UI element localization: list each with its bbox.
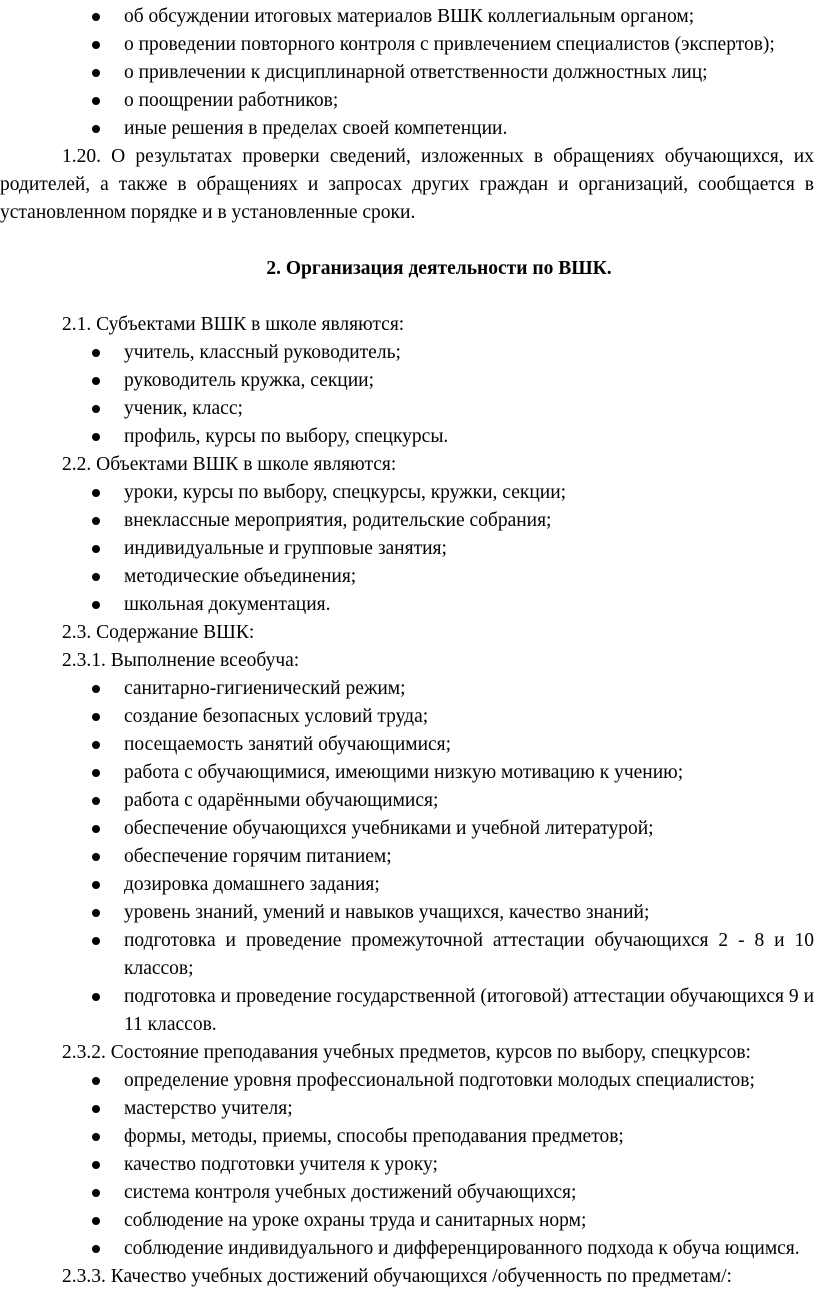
list-item: формы, методы, приемы, способы преподавания предметов; [0, 1123, 816, 1151]
list-item: методические объединения; [0, 563, 816, 591]
bullet-icon [92, 937, 100, 945]
bullet-icon [92, 993, 100, 1001]
list-item: обеспечение горячим питанием; [0, 843, 816, 871]
bullet-icon [92, 853, 100, 861]
list-item: руководитель кружка, секции; [0, 367, 816, 395]
list-item: ученик, класс; [0, 395, 816, 423]
bullet-icon [92, 1189, 100, 1197]
decision-list [0, 3, 816, 143]
bullet-icon [92, 405, 100, 413]
list-item: подготовка и проведение промежуточной аттестации обучающихся 2 - 8 и 10 классов; [0, 927, 816, 983]
list-item: система контроля учебных достижений обучающихся; [0, 1179, 816, 1207]
list-item: создание безопасных условий труда; [0, 703, 816, 731]
bullet-icon [92, 1077, 100, 1085]
bullet-icon [92, 377, 100, 385]
bullet-icon [92, 41, 100, 49]
list-item: посещаемость занятий обучающимися; [0, 731, 816, 759]
bullet-icon [92, 825, 100, 833]
list-item: работа с обучающимися, имеющими низкую мотивацию к учению; [0, 759, 816, 787]
bullet-icon [92, 797, 100, 805]
teaching-state-list [0, 1067, 816, 1263]
list-item: о проведении повторного контроля с привлечением специалистов (экспертов); [0, 31, 816, 59]
list-item: качество подготовки учителя к уроку; [0, 1151, 816, 1179]
list-item: учитель, классный руководитель; [0, 339, 816, 367]
list-item: об обсуждении итоговых материалов ВШК коллегиальным органом; [0, 3, 816, 31]
bullet-icon [92, 573, 100, 581]
bullet-icon [92, 1105, 100, 1113]
clause-2-3-1: 2.3.1. Выполнение всеобуча: [62, 650, 300, 671]
list-item: дозировка домашнего задания; [0, 871, 816, 899]
list-item: обеспечение обучающихся учебниками и учебной литературой; [0, 815, 816, 843]
objects-list [0, 479, 816, 619]
list-item: уровень знаний, умений и навыков учащихся, качество знаний; [0, 899, 816, 927]
paragraph-1-20: 1.20. О результатах проверки сведений, изложенных в обращениях обучающихся, их родителей, а также в обращениях и запросах других граждан и организаций, сообщается в установленном порядке и в установленные сроки. [0, 146, 814, 223]
list-item: соблюдение индивидуального и дифференцированного подхода к обуча ющимся. [0, 1235, 816, 1263]
bullet-icon [92, 1161, 100, 1169]
list-item: профиль, курсы по выбору, спецкурсы. [0, 423, 816, 451]
list-item: определение уровня профессиональной подготовки молодых специалистов; [0, 1067, 816, 1095]
compulsory-education-list [0, 675, 816, 1039]
bullet-icon [92, 69, 100, 77]
bullet-icon [92, 349, 100, 357]
list-item: индивидуальные и групповые занятия; [0, 535, 816, 563]
list-item: школьная документация. [0, 591, 816, 619]
bullet-icon [92, 685, 100, 693]
clause-2-2: 2.2. Объектами ВШК в школе являются: [62, 454, 397, 475]
list-item: внеклассные мероприятия, родительские собрания; [0, 507, 816, 535]
bullet-icon [92, 1245, 100, 1253]
bullet-icon [92, 489, 100, 497]
list-item: о привлечении к дисциплинарной ответственности должностных лиц; [0, 59, 816, 87]
bullet-icon [92, 545, 100, 553]
clause-2-3-3: 2.3.3. Качество учебных достижений обучающихся /обученность по предметам/: [62, 1266, 732, 1287]
bullet-icon [92, 97, 100, 105]
clause-2-3-2: 2.3.2. Состояние преподавания учебных предметов, курсов по выбору, спецкурсов: [62, 1042, 751, 1063]
section-heading: 2. Организация деятельности по ВШК. [266, 258, 612, 279]
bullet-icon [92, 517, 100, 525]
bullet-icon [92, 601, 100, 609]
bullet-icon [92, 769, 100, 777]
list-item: о поощрении работников; [0, 87, 816, 115]
list-item: соблюдение на уроке охраны труда и санитарных норм; [0, 1207, 816, 1235]
bullet-icon [92, 1133, 100, 1141]
bullet-icon [92, 13, 100, 21]
bullet-icon [92, 125, 100, 133]
bullet-icon [92, 881, 100, 889]
list-item: санитарно-гигиенический режим; [0, 675, 816, 703]
list-item: уроки, курсы по выбору, спецкурсы, кружки, секции; [0, 479, 816, 507]
list-item: подготовка и проведение государственной (итоговой) аттестации обучающихся 9 и 11 классов. [0, 983, 816, 1039]
bullet-icon [92, 433, 100, 441]
list-item: работа с одарёнными обучающимися; [0, 787, 816, 815]
subjects-list [0, 339, 816, 451]
bullet-icon [92, 741, 100, 749]
clause-2-1: 2.1. Субъектами ВШК в школе являются: [62, 314, 405, 335]
list-item: иные решения в пределах своей компетенции. [0, 115, 816, 143]
list-item: мастерство учителя; [0, 1095, 816, 1123]
clause-2-3: 2.3. Содержание ВШК: [62, 622, 255, 643]
bullet-icon [92, 909, 100, 917]
bullet-icon [92, 713, 100, 721]
bullet-icon [92, 1217, 100, 1225]
